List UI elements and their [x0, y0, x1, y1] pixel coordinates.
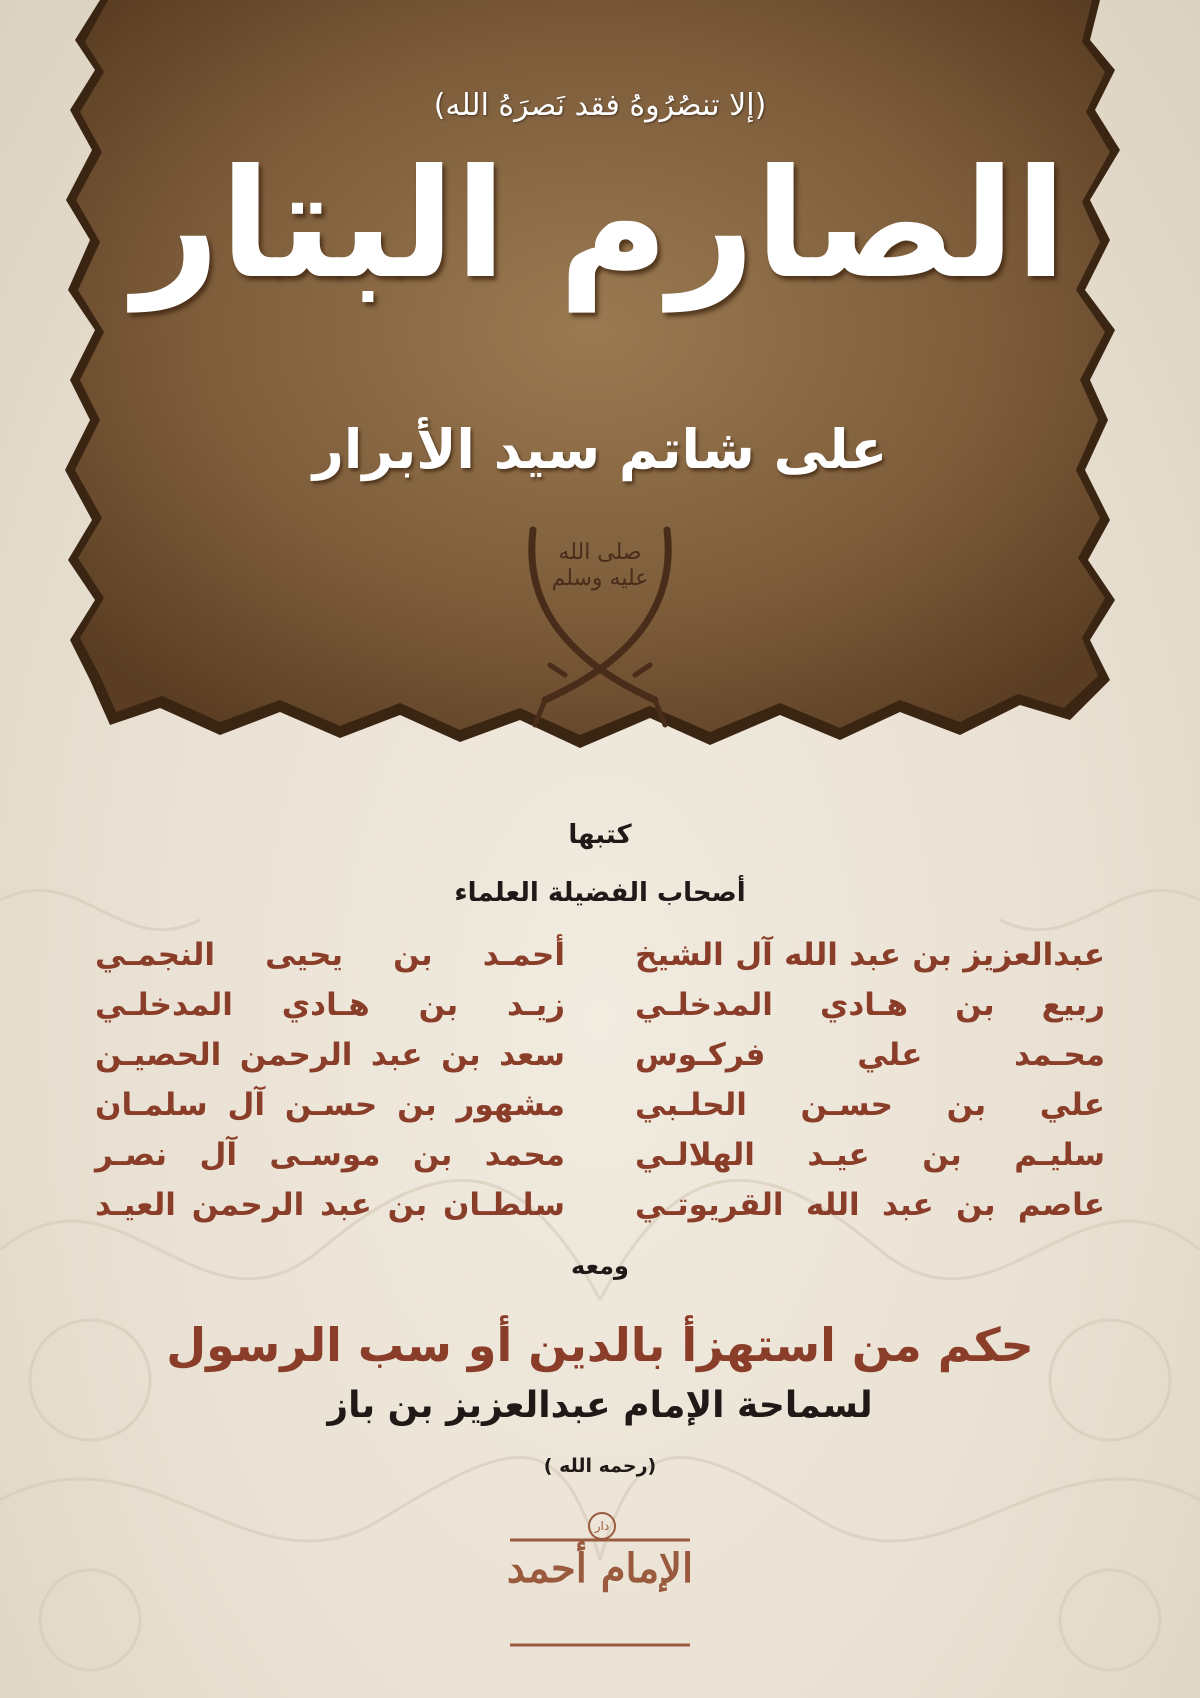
scholar-name: سعد بن عبد الرحمن الحصيـن — [95, 1037, 565, 1073]
scholars-list — [95, 930, 1105, 1230]
scholar-name: عبدالعزيز بن عبد الله آل الشيخ — [635, 937, 1105, 973]
publisher-name: الإمام أحمد — [506, 1545, 694, 1592]
ruling-title: حكم من استهزأ بالدين أو سب الرسول — [166, 1318, 1034, 1372]
scholar-name: ربيع بن هـادي المدخلـي — [635, 987, 1105, 1023]
written-by-label: كتبها — [568, 820, 632, 850]
scholars-heading: أصحاب الفضيلة العلماء — [454, 878, 746, 908]
scholar-name: محـمد علي فركـوس — [635, 1037, 1105, 1073]
scholar-name: أحمـد بن يحيى النجمـي — [95, 937, 565, 973]
scholar-name: سلطـان بن عبد الرحمن العيـد — [95, 1187, 565, 1223]
quran-verse: (إلا تنصُرُوهُ فقد نَصرَهُ الله) — [433, 88, 767, 123]
salutation-calligraphy: صلى الله عليه وسلم — [551, 540, 649, 591]
book-subtitle: على شاتم سيد الأبرار — [312, 418, 888, 481]
book-title: الصارم البتار — [133, 138, 1067, 312]
publisher-mark: دار — [588, 1512, 616, 1540]
mercy-note: (رحمه الله ) — [543, 1455, 657, 1477]
scholar-name: عاصم بن عبد الله القريوتـي — [635, 1187, 1105, 1223]
by-imam-line: لسماحة الإمام عبدالعزيز بن باز — [327, 1385, 873, 1426]
with-it-label: ومعه — [571, 1252, 629, 1280]
scholar-name: محمد بن موسـى آل نصـر — [95, 1137, 565, 1173]
scholar-name: زيـد بن هـادي المدخلـي — [95, 987, 565, 1023]
scholars-column-right — [635, 930, 1105, 1230]
scholar-name: مشهور بن حسـن آل سلمـان — [95, 1087, 565, 1123]
scholar-name: سليـم بن عيـد الهلالـي — [635, 1137, 1105, 1173]
scholar-name: علي بن حسـن الحلـبي — [635, 1087, 1105, 1123]
scholars-column-left — [95, 930, 565, 1230]
